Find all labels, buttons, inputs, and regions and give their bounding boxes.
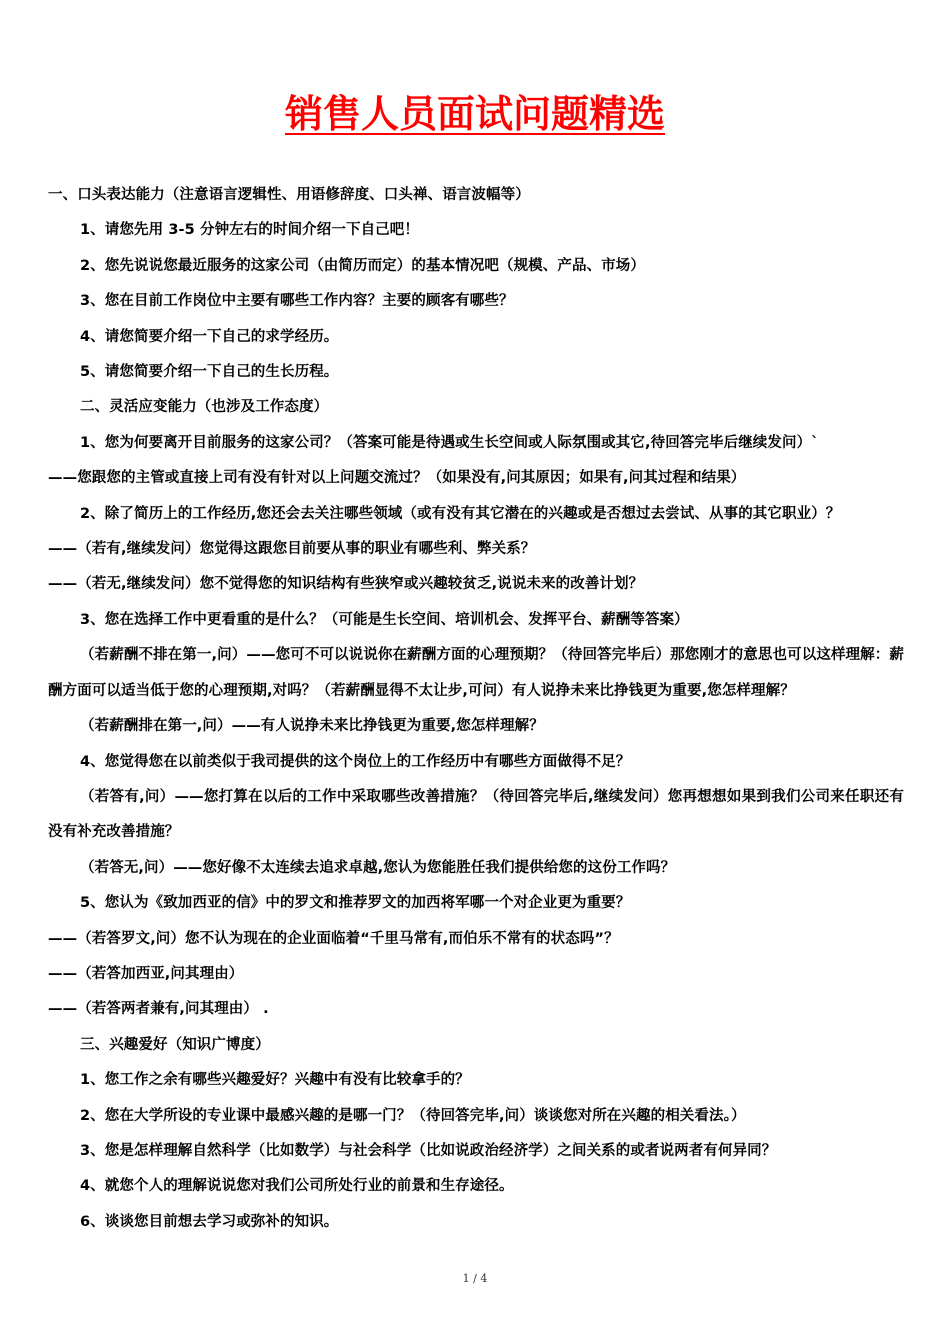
document-title-text: 销售人员面试问题精选 [284,92,665,136]
question-2-1: 1、您为何要离开目前服务的这家公司？（答案可能是待遇或生长空间或人际氛围或其它,待回答完毕后继续发问）` [80,434,819,451]
follow-up-2-4-b: （若答无,问）——您好像不太连续去追求卓越,您认为您能胜任我们提供给您的这份工作吗？ [80,859,676,876]
question-3-1: 1、您工作之余有哪些兴趣爱好？兴趣中有没有比较拿手的？ [80,1072,470,1089]
follow-up-2-1: ——您跟您的主管或直接上司有没有针对以上问题交流过？（如果没有,问其原因；如果有,问其过程和结果） [48,470,746,487]
follow-up-2-5-b: ——（若答加西亚,问其理由） [48,965,244,982]
follow-up-2-5-c: ——（若答两者兼有,问其理由） . [48,1001,269,1018]
follow-up-2-3-a: （若薪酬不排在第一,问）——您可不可以说说你在薪酬方面的心理预期？（待回答完毕后）那您刚才的意思也可以这样理解：薪酬方面可以适当低于您的心理预期,对吗？（若薪酬显得不太让步,可问）有人说挣未来比挣钱更为重要,您怎样理解？ [48,647,904,699]
question-3-2: 2、您在大学所设的专业课中最感兴趣的是哪一门？（待回答完毕,问）谈谈您对所在兴趣的相关看法。） [80,1107,746,1124]
question-1-5: 5、请您简要介绍一下自己的生长历程。 [80,364,339,381]
section-heading-2: 二、灵活应变能力（也涉及工作态度） [80,399,329,416]
section-heading-3: 三、兴趣爱好（知识广博度） [80,1036,270,1053]
question-1-4: 4、请您简要介绍一下自己的求学经历。 [80,328,339,345]
follow-up-2-4-a: （若答有,问）——您打算在以后的工作中采取哪些改善措施？（待回答完毕后,继续发问）您再想想如果到我们公司来任职还有没有补充改善措施？ [48,788,904,841]
question-2-3: 3、您在选择工作中更看重的是什么？（可能是生长空间、培训机会、发挥平台、薪酬等答案） [80,611,689,628]
question-3-6: 6、谈谈您目前想去学习或弥补的知识。 [80,1213,339,1230]
follow-up-2-3-b: （若薪酬排在第一,问）——有人说挣未来比挣钱更为重要,您怎样理解？ [80,718,544,735]
question-3-4: 4、就您个人的理解说说您对我们公司所处行业的前景和生存途径。 [80,1178,514,1195]
question-1-2: 2、您先说说您最近服务的这家公司（由简历而定）的基本情况吧（规模、产品、市场） [80,257,645,274]
question-3-3: 3、您是怎样理解自然科学（比如数学）与社会科学（比如说政治经济学）之间关系的或者说两者有何异同？ [80,1142,777,1159]
question-1-3: 3、您在目前工作岗位中主要有哪些工作内容？主要的顾客有哪些？ [80,293,514,310]
question-2-4: 4、您觉得您在以前类似于我司提供的这个岗位上的工作经历中有哪些方面做得不足？ [80,753,631,770]
follow-up-2-5-a: ——（若答罗文,问）您不认为现在的企业面临着“千里马常有,而伯乐不常有的状态吗”？ [48,930,619,947]
follow-up-2-2-b: ——（若无,继续发问）您不觉得您的知识结构有些狭窄或兴趣较贫乏,说说未来的改善计划？ [48,576,644,593]
page-number: 1 / 4 [462,1272,488,1285]
follow-up-2-2-a: ——（若有,继续发问）您觉得这跟您目前要从事的职业有哪些利、弊关系？ [48,541,536,558]
section-heading-1: 一、口头表达能力（注意语言逻辑性、用语修辞度、口头禅、语言波幅等） [48,187,530,203]
document-title [0,86,950,142]
question-1-1: 1、请您先用 3-5 分钟左右的时间介绍一下自己吧！ [80,222,419,239]
question-2-2: 2、除了简历上的工作经历,您还会去关注哪些领域（或有没有其它潜在的兴趣或是否想过去尝试、从事的其它职业）？ [80,505,841,522]
document-body [48,178,904,1240]
question-2-5: 5、您认为《致加西亚的信》中的罗文和推荐罗文的加西将军哪一个对企业更为重要？ [80,895,631,912]
